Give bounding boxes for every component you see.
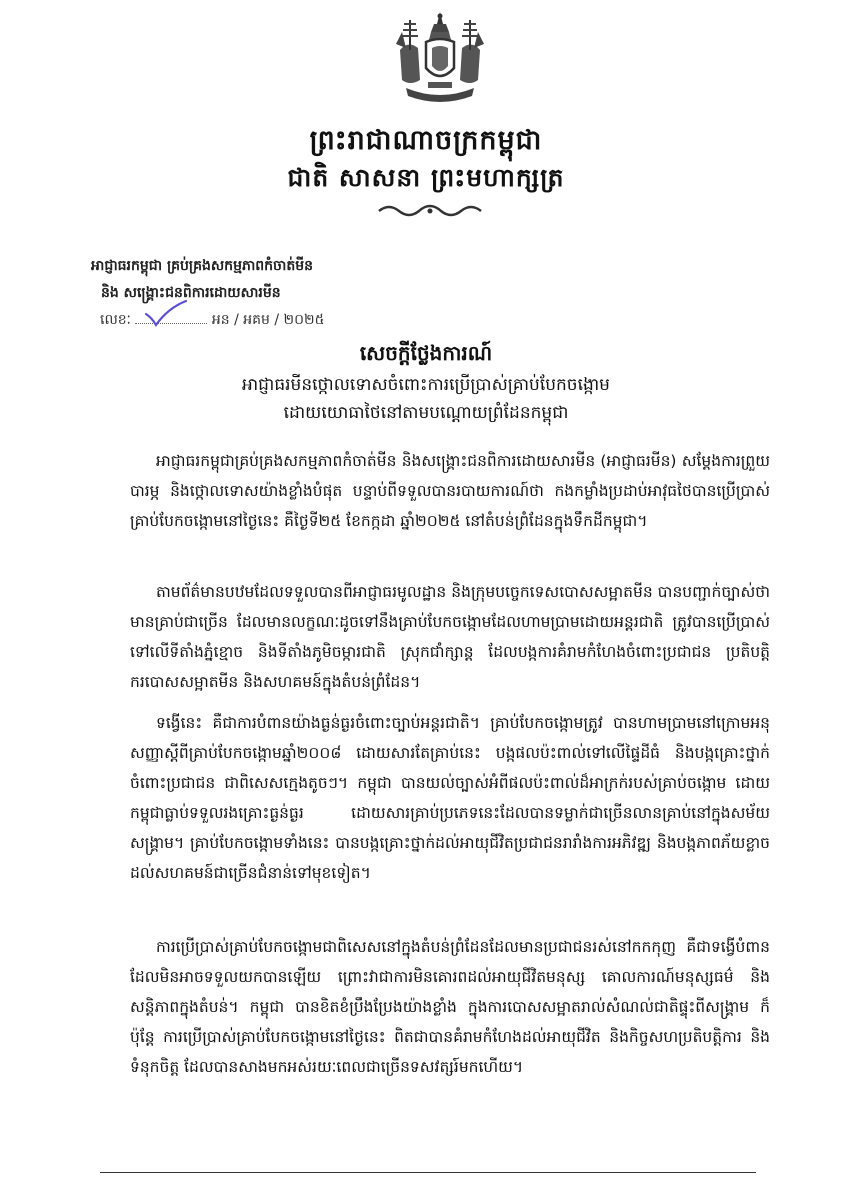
sender-authority-line-1: អាជ្ញាធរកម្ពុជា គ្រប់គ្រងសកម្មភាពកំចាត់មីន [91, 258, 314, 274]
royal-emblem-icon [388, 10, 492, 114]
document-subtitle-line-2: ដោយយោធាថៃនៅតាមបណ្តោយព្រំដែនកម្ពុជា [283, 403, 569, 423]
document-title: សេចក្តីថ្លែងការណ៍ [359, 341, 493, 365]
body-paragraph-3: ទង្វើនេះ គឺជាការបំពានយ៉ាងធ្ងន់ធ្ងរចំពោះច្បាប់អន្តរជាតិ។ គ្រាប់បែកចង្កោមត្រូវ បានហាមប្រាមនៅក្រោមអនុសញ្ញាស្តីពីគ្រាប់បែកចង្កោមឆ្នាំ២០០៨ ដោយសារតែគ្រាប់នេះ បង្កផលប៉ះពាល់ទៅលើផ្ទៃដីធំ និងបង្កគ្រោះថ្នាក់ចំពោះប្រជាជន ជាពិសេសក្មេងតូចៗ។ កម្ពុជា បានយល់ច្បាស់អំពីផលប៉ះពាល់ដ៏អាក្រក់របស់គ្រាប់ចង្កោម ដោយកម្ពុជាធ្លាប់ទទួលរងគ្រោះធ្ងន់ធ្ងរ ដោយសារគ្រាប់ប្រភេទនេះដែលបានទម្លាក់ជាច្រើនលានគ្រាប់នៅក្នុងសម័យសង្គ្រាម។ គ្រាប់បែកចង្កោមទាំងនេះ បានបង្កគ្រោះថ្នាក់ដល់អាយុជីវិតប្រជាជនរារាំងការអភិវឌ្ឍ និងបង្កភាពភ័យខ្លាចដល់សហគមន៍ជាច្រើនជំនាន់ទៅមុខទៀត។ [130, 714, 770, 882]
footer-divider [100, 1172, 756, 1173]
kingdom-name: ព្រះរាជាណាចក្រកម្ពុជា [309, 125, 543, 156]
national-motto: ជាតិ សាសនា ព្រះមហាក្សត្រ [287, 163, 565, 192]
ornament-divider-icon [375, 203, 485, 219]
check-mark-icon [142, 298, 190, 328]
body-paragraph-1: អាជ្ញាធរកម្ពុជាគ្រប់គ្រងសកម្មភាពកំចាត់មីន និងសង្គ្រោះជនពិការដោយសារមីន (អាជ្ញាធរមីន) សម្តែងការព្រួយបារម្ភ និងថ្កោលទោសយ៉ាងខ្លាំងបំផុត បន្ទាប់ពីទទួលបានរបាយការណ៍ថា កងកម្លាំងប្រដាប់អាវុធថៃបានប្រើប្រាស់គ្រាប់បែកចង្កោមនៅថ្ងៃនេះ គឺថ្ងៃទី២៥ ខែកក្កដា ឆ្នាំ២០២៥ នៅតំបន់ព្រំដែនក្នុងទឹកដីកម្ពុជា។ [130, 452, 770, 530]
body-paragraph-2: តាមព័ត៌មានបឋមដែលទទួលបានពីអាជ្ញាធរមូលដ្ឋាន និងក្រុមបច្ចេកទេសបោសសម្អាតមីន បានបញ្ជាក់ច្បាស់ថា មានគ្រាប់ជាច្រើន ដែលមានលក្ខណៈដូចទៅនឹងគ្រាប់បែកចង្កោមដែលហាមប្រាមដោយអន្តរជាតិ ត្រូវបានប្រើប្រាស់ទៅលើទីតាំងភ្នំខ្មោច និងទីតាំងភូមិចម្ការជាតិ ស្រុកជាំក្សាន្ត ដែលបង្កការគំរាមកំហែងចំពោះប្រជាជន ប្រតិបត្តិករបោសសម្អាតមីន និងសហគមន៍ក្នុងតំបន់ព្រំដែន។ [130, 583, 770, 691]
document-subtitle-line-1: អាជ្ញាធរមីនថ្កោលទោសចំពោះការប្រើប្រាស់គ្រាប់បែកចង្កោម [242, 375, 610, 395]
reference-suffix: អន / អគម / ២០២៥ [211, 312, 325, 328]
body-paragraph-4: ការប្រើប្រាស់គ្រាប់បែកចង្កោមជាពិសេសនៅក្នុងតំបន់ព្រំដែនដែលមានប្រជាជនរស់នៅកកកុញ គឺជាទង្វើបំពានដែលមិនអាចទទួលយកបានឡើយ ព្រោះវាជាការមិនគោរពដល់អាយុជីវិតមនុស្ស គោលការណ៍មនុស្សធម៌ និងសន្តិភាពក្នុងតំបន់។ កម្ពុជា បានខិតខំប្រឹងប្រែងយ៉ាងខ្លាំង ក្នុងការបោសសម្អាតរាល់សំណល់ជាតិផ្ទុះពីសង្គ្រាម ក៏ប៉ុន្តែ ការប្រើប្រាស់គ្រាប់បែកចង្កោមនៅថ្ងៃនេះ ពិតជាបានគំរាមកំហែងដល់អាយុជីវិត និងកិច្ចសហប្រតិបត្តិការ និងទំនុកចិត្ត ដែលបានសាងមកអស់រយៈពេលជាច្រើនទសវត្សរ៍មកហើយ។ [130, 938, 770, 1076]
reference-number [100, 310, 325, 331]
sender-authority-line-2: និង សង្គ្រោះជនពិការដោយសារមីន [101, 285, 281, 301]
reference-prefix: លេខៈ [100, 312, 131, 328]
